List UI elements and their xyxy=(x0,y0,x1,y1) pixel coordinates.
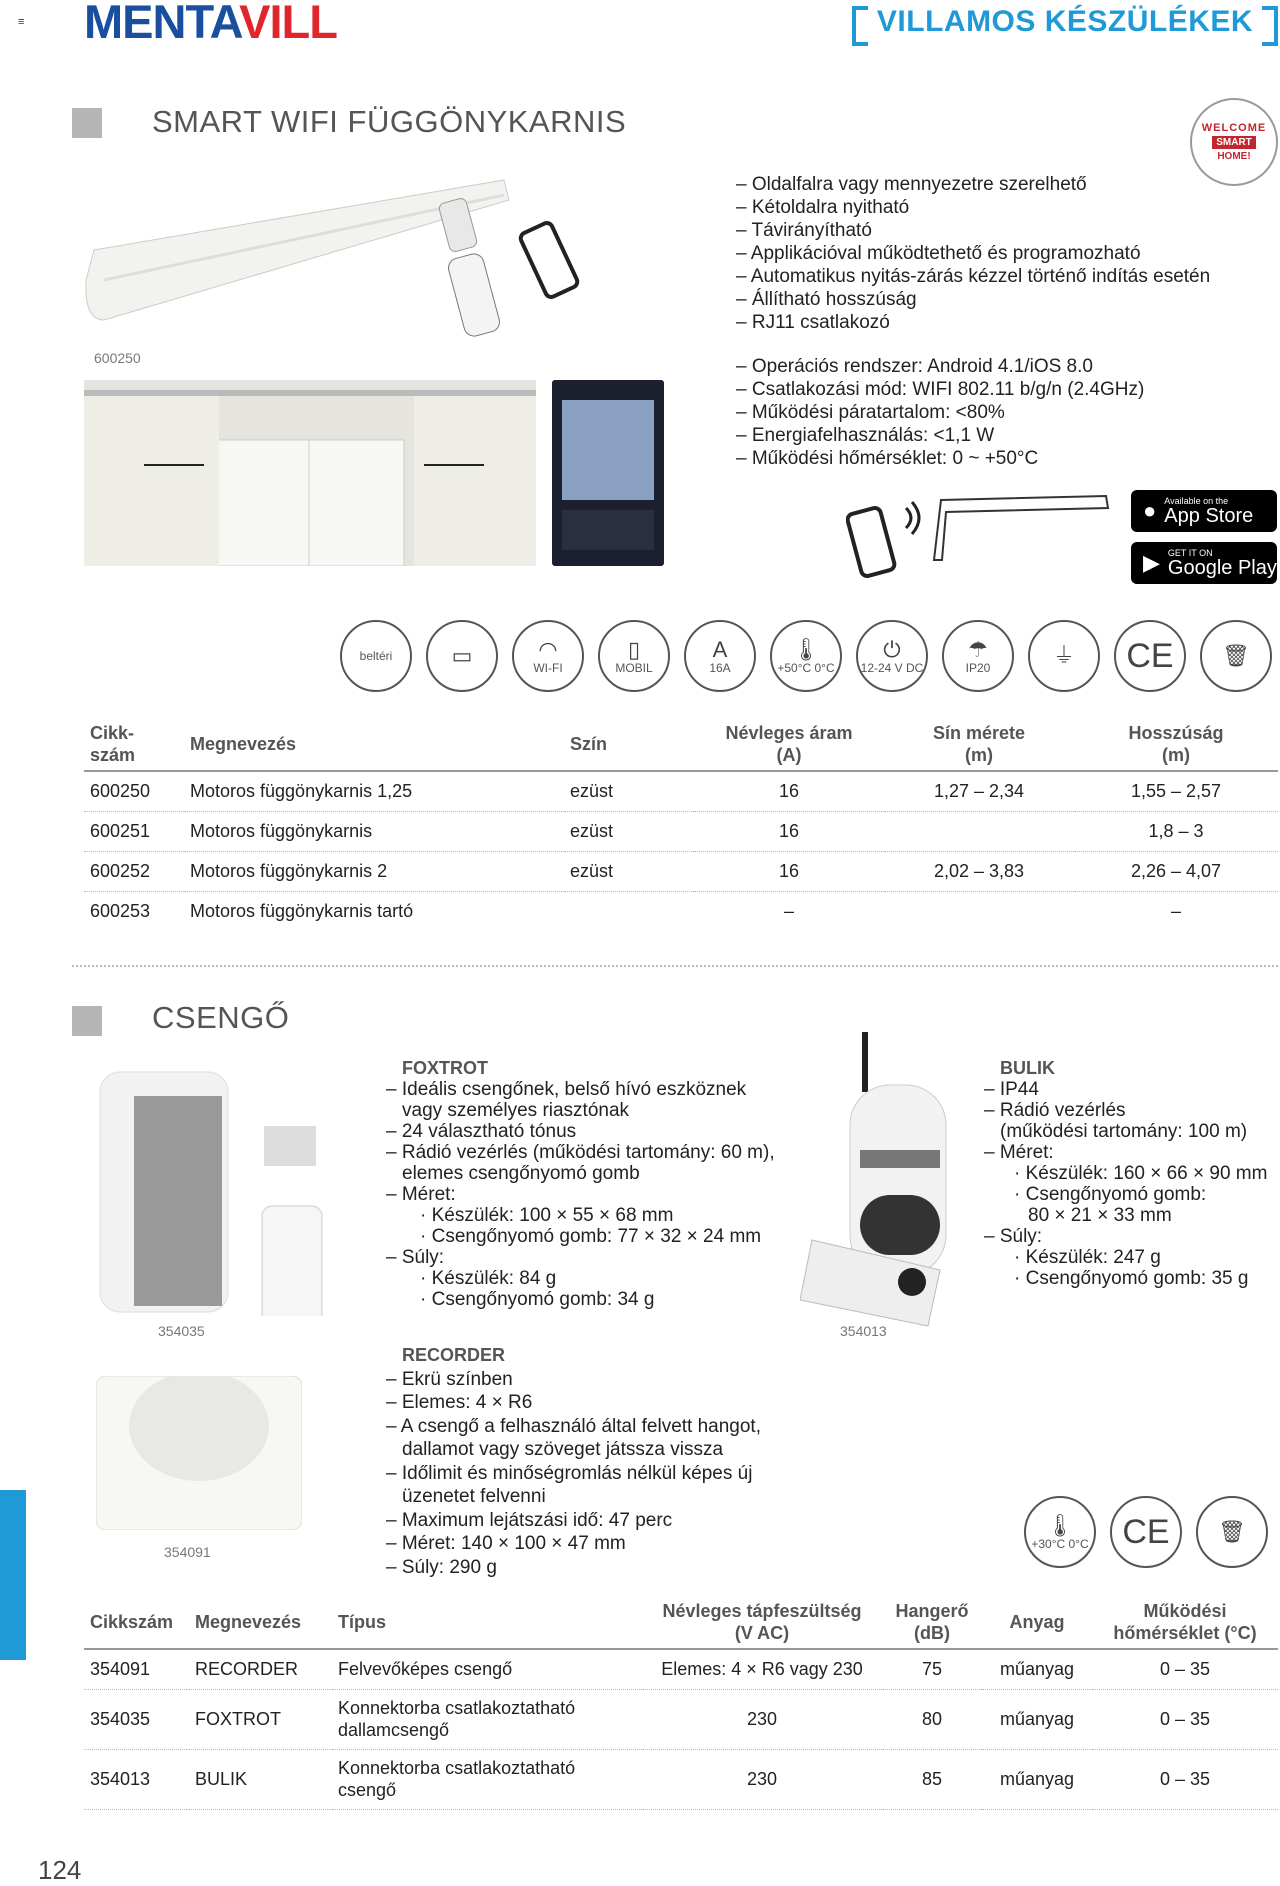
current-icon: A 16A xyxy=(684,620,756,692)
table-row: 354091 RECORDER Felvevőképes csengő Elemes: 4 × R6 vagy 230 75 műanyag 0 – 35 xyxy=(84,1649,1278,1689)
section-divider xyxy=(72,965,1278,967)
bulik-doorbell-image xyxy=(800,1030,970,1330)
product-code: 600250 xyxy=(94,350,141,366)
table-row: 354035 FOXTROT Konnektorba csatlakoztatható dallamcsengő 230 80 műanyag 0 – 35 xyxy=(84,1689,1278,1749)
col-header: Megnevezés xyxy=(189,1596,332,1649)
app-screenshot xyxy=(552,380,664,566)
col-header: Megnevezés xyxy=(184,718,564,771)
menu-icon[interactable]: ≡ xyxy=(18,16,25,28)
col-header: Névleges áram (A) xyxy=(694,718,884,771)
brand-logo: MENTAVILL xyxy=(84,0,337,48)
col-header: Szín xyxy=(564,718,694,771)
table-row: 600251 Motoros függönykarnis ezüst 16 1,8 – 3 xyxy=(84,811,1278,851)
indoor-icon: beltéri xyxy=(340,620,412,692)
mobile-icon: ▯ MOBIL xyxy=(598,620,670,692)
col-header: Hosszúság (m) xyxy=(1074,718,1278,771)
table-row: 354013 BULIK Konnektorba csatlakoztatható csengő 230 85 műanyag 0 – 35 xyxy=(84,1749,1278,1809)
google-play-button[interactable]: ▶ GET IT ON Google Play xyxy=(1131,542,1277,584)
remote-and-phone-image xyxy=(448,220,598,340)
col-header: Sín mérete (m) xyxy=(884,718,1074,771)
category-title: VILLAMOS KÉSZÜLÉKEK xyxy=(852,2,1278,42)
curtain-photo xyxy=(84,380,536,566)
apple-icon: ● xyxy=(1143,498,1157,523)
doorbell-icons xyxy=(1024,1496,1268,1568)
remote-icon: ▭ xyxy=(426,620,498,692)
table-row: 600250 Motoros függönykarnis 1,25 ezüst 16 1,27 – 2,34 1,55 – 2,57 xyxy=(84,771,1278,811)
voltage-icon: ⏻ 12-24 V DC xyxy=(856,620,928,692)
col-header: Cikk- szám xyxy=(84,718,184,771)
curtain-rod-table xyxy=(84,718,1278,931)
col-header: Anyag xyxy=(982,1596,1092,1649)
weee-icon: 🗑 xyxy=(1200,620,1272,692)
col-header: Névleges tápfeszültség (V AC) xyxy=(642,1596,882,1649)
temperature-icon: 🌡 +30°C 0°C xyxy=(1024,1496,1096,1568)
weee-icon: 🗑 xyxy=(1196,1496,1268,1568)
doorbell-table xyxy=(84,1596,1278,1810)
section-marker xyxy=(72,1006,102,1036)
product-code: 354091 xyxy=(164,1544,211,1560)
section-title: SMART WIFI FÜGGÖNYKARNIS xyxy=(152,104,627,139)
foxtrot-doorbell-image xyxy=(94,1066,324,1316)
table-row: 600252 Motoros függönykarnis 2 ezüst 16 2,02 – 3,83 2,26 – 4,07 xyxy=(84,851,1278,891)
section-title: CSENGŐ xyxy=(152,1000,290,1035)
ground-icon: ⏚ xyxy=(1028,620,1100,692)
temperature-icon: 🌡 +50°C 0°C xyxy=(770,620,842,692)
phone-to-rod-illustration xyxy=(846,490,1116,590)
specs-list: – Operációs rendszer: Android 4.1/iOS 8.0 – Csatlakozási mód: WIFI 802.11 b/g/n (2.4GHz) – Működési páratartalom: <80% – Energiafelhasználás: <1,1 W – Működési hőmérséklet: 0 ~ +50°C xyxy=(736,356,1145,469)
product-code: 354035 xyxy=(158,1323,205,1339)
recorder-description: RECORDER – Ekrü színben – Elemes: 4 × R6 – A csengő a felhasználó által felvett hangot, dallamot vagy szöveget játssza vissza – Időlimit és minőségromlás nélkül képes új üzenetet felvenni – Maximum lejátszási idő: 47 perc – Méret: 140 × 100 × 47 mm – Súly: 290 g xyxy=(386,1345,761,1578)
col-header: Működési hőmérséklet (°C) xyxy=(1092,1596,1278,1649)
app-store-button[interactable]: ● Available on the App Store xyxy=(1131,490,1277,532)
col-header: Cikkszám xyxy=(84,1596,189,1649)
section-marker xyxy=(72,108,102,138)
ce-icon: CE xyxy=(1114,620,1186,692)
features-list: – Oldalfalra vagy mennyezetre szerelhető – Kétoldalra nyitható – Távirányítható – Applikációval működtethető és programozható – Automatikus nyitás-zárás kézzel történő indítás esetén – Állítható hosszúság – RJ11 csatlakozó xyxy=(736,174,1211,333)
col-header: Típus xyxy=(332,1596,642,1649)
wifi-icon: ◠ WI-FI xyxy=(512,620,584,692)
foxtrot-description: FOXTROT – Ideális csengőnek, belső hívó eszköznek vagy személyes riasztónak – 24 választható tónus – Rádió vezérlés (működési tartomány: 60 m), elemes csengőnyomó gomb – Méret: · Készülék: 100 × 55 × 68 mm · Csengőnyomó gomb: 77 × 32 × 24 mm – Súly: · Készülék: 84 g · Csengőnyomó gomb: 34 g xyxy=(386,1058,775,1310)
side-tab xyxy=(0,1490,26,1660)
bulik-description: BULIK – IP44 – Rádió vezérlés (működési tartomány: 100 m) – Méret: · Készülék: 160 × 66 × 90 mm · Csengőnyomó gomb: 80 × 21 × 33 mm – Súly: · Készülék: 247 g · Csengőnyomó gomb: 35 g xyxy=(984,1058,1268,1289)
product-code: 354013 xyxy=(840,1323,887,1339)
play-icon: ▶ xyxy=(1143,550,1160,575)
ip20-icon: ☂ IP20 xyxy=(942,620,1014,692)
recorder-doorbell-image xyxy=(96,1376,302,1530)
table-row: 600253 Motoros függönykarnis tartó – – xyxy=(84,891,1278,931)
smart-home-badge: WELCOME SMART HOME! xyxy=(1190,98,1278,186)
col-header: Hangerő (dB) xyxy=(882,1596,982,1649)
feature-icons xyxy=(340,620,1272,692)
page-number: 124 xyxy=(38,1855,82,1885)
ce-icon: CE xyxy=(1110,1496,1182,1568)
